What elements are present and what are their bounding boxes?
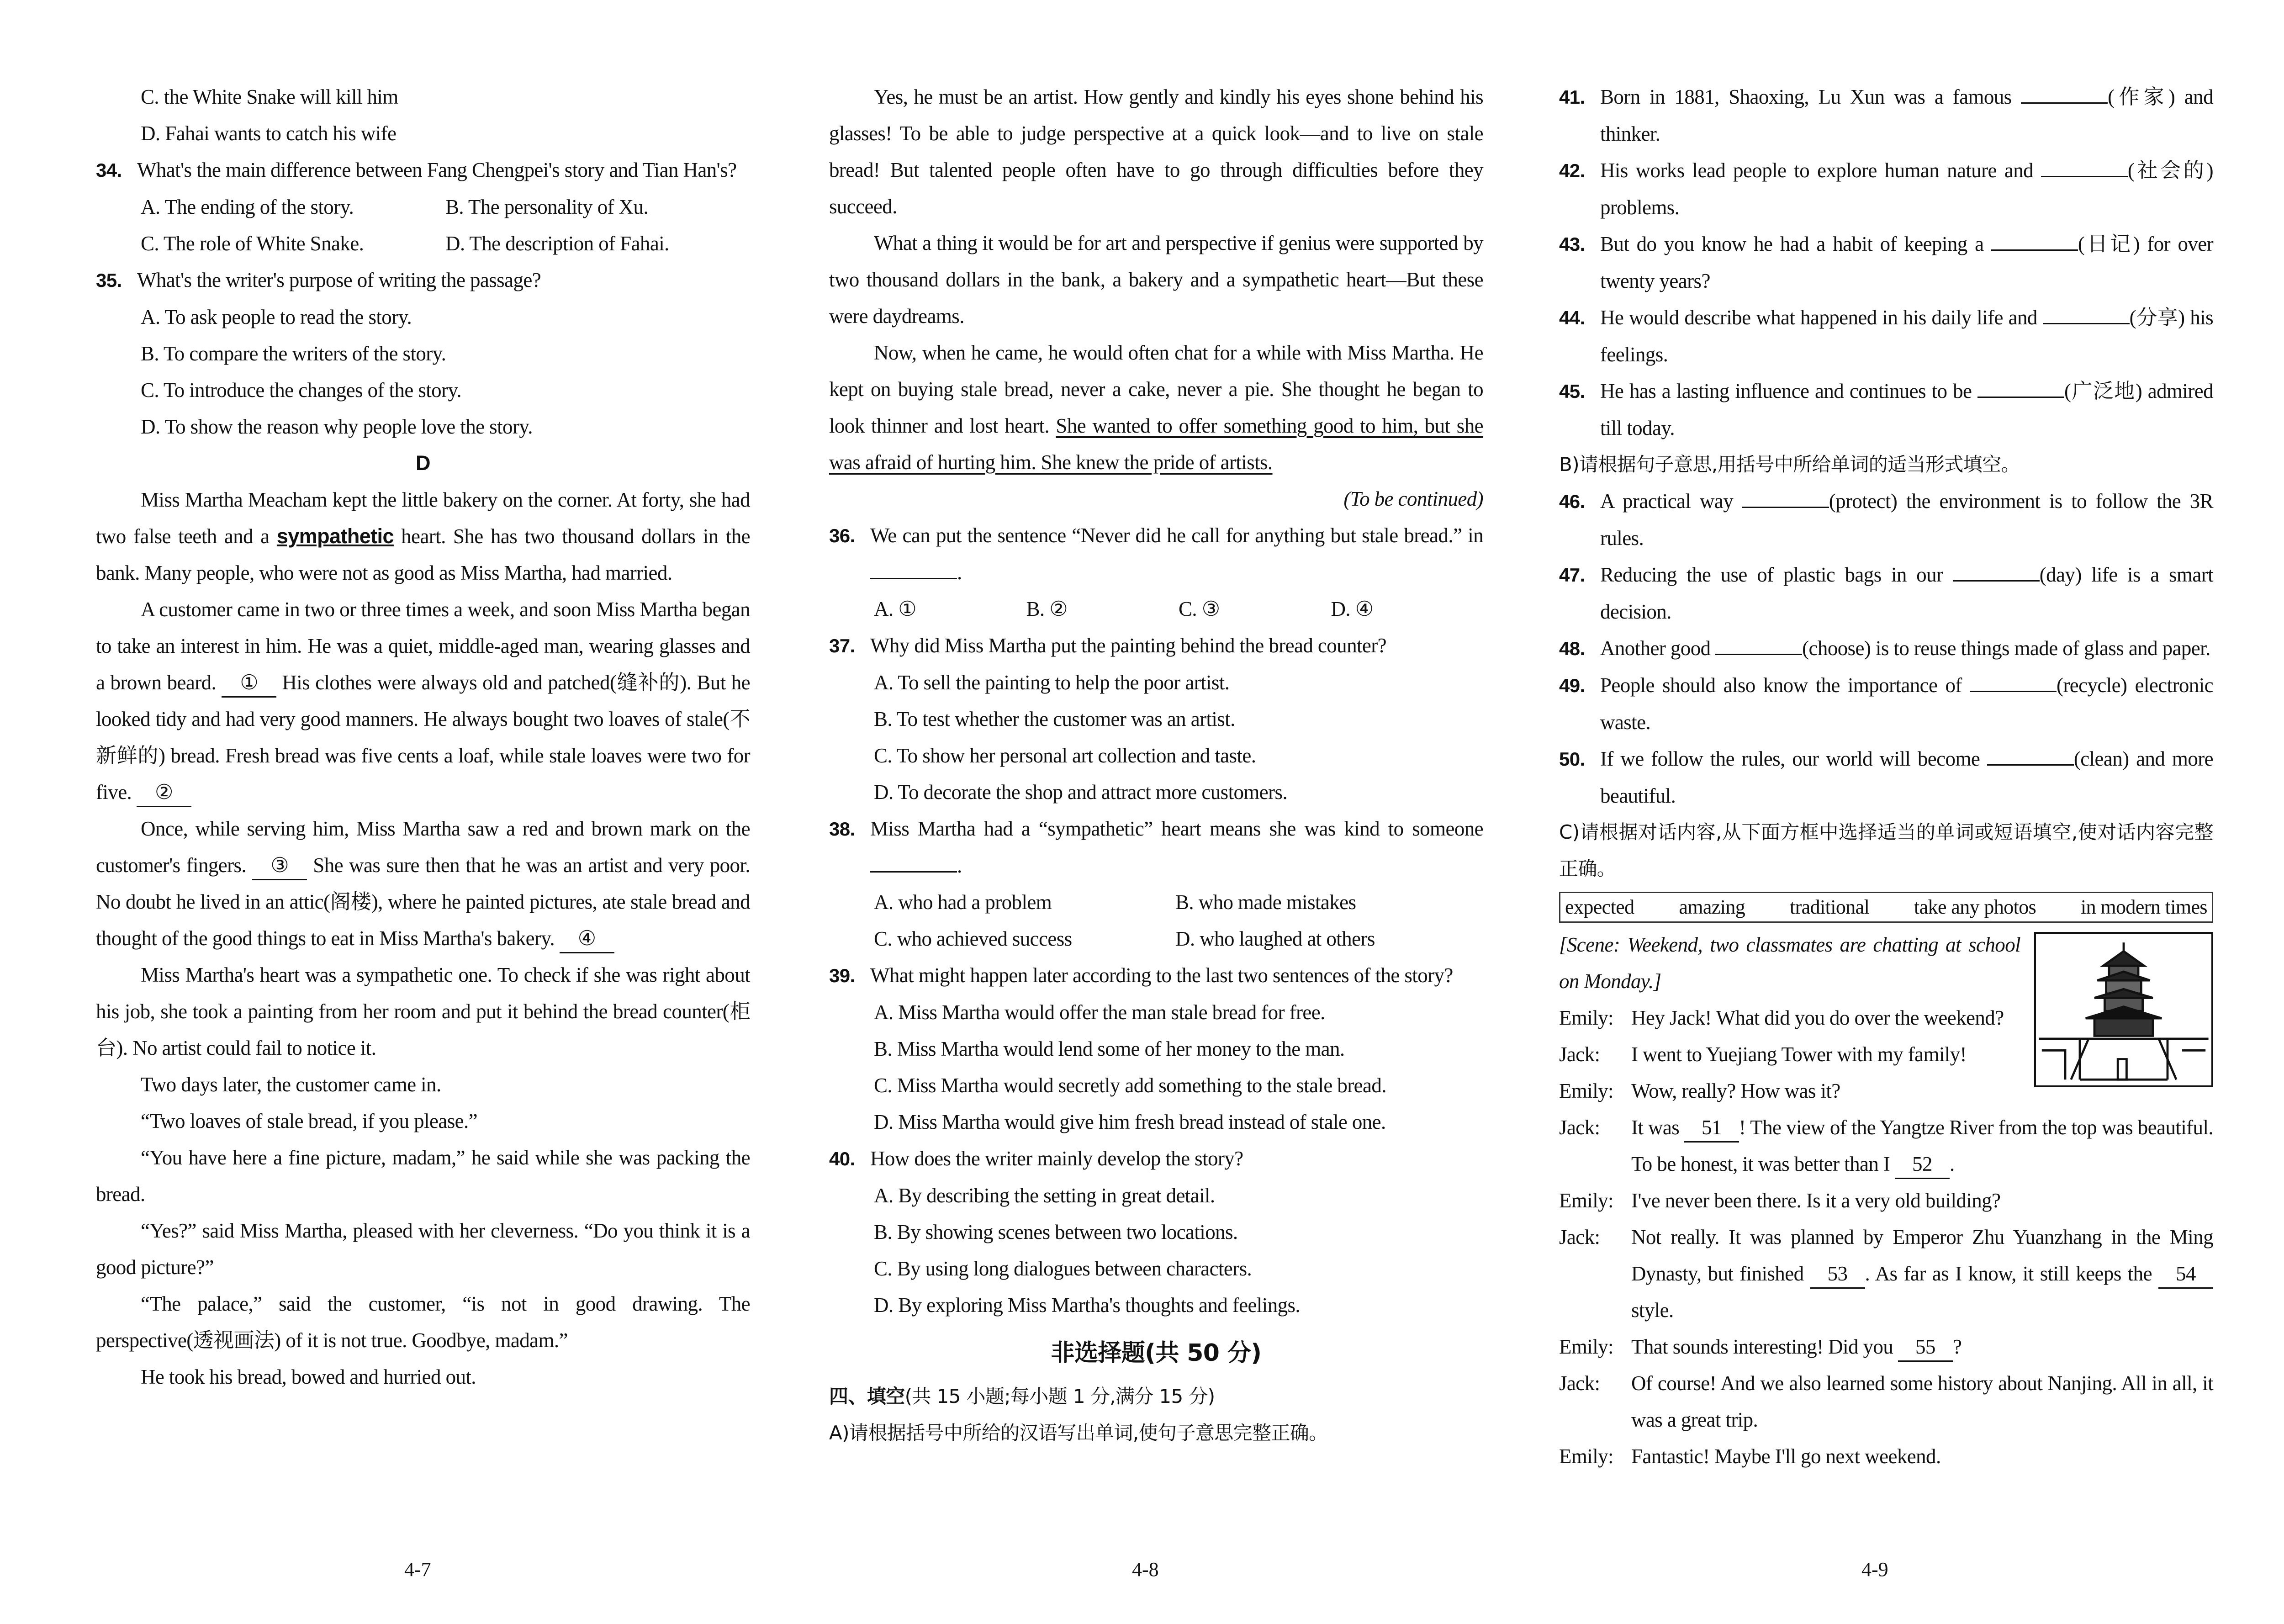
question [1559,79,2213,152]
speaker-label: Jack: [1559,1372,1600,1395]
answer-option: B. who made mistakes [1175,891,1356,914]
text-run: If we follow the rules, our world will become [1600,747,1987,770]
numbered-blank[interactable]: 55 [1898,1333,1953,1362]
text-run: We can put the sentence “Never did he call for anything but stale bread.” in [870,524,1483,547]
text-run: Wow, really? How was it? [1631,1079,1840,1102]
question-number: 48. [1559,638,1585,659]
speaker-label: Emily: [1559,1006,1613,1029]
question [1559,630,2213,667]
question [829,810,1483,884]
numbered-blank[interactable]: 54 [2158,1260,2213,1289]
instruction-text: (共 15 小题;每小题 1 分,满分 15 分) [904,1385,1215,1407]
question [1559,741,2213,814]
answer-option: B. Miss Martha would lend some of her money to the man. [874,1037,1345,1060]
answer-option-row [829,591,1483,627]
text-run: He has a lasting influence and continues to be [1600,380,1978,402]
answer-option-row [96,225,750,262]
dialogue-text [1631,1182,2213,1219]
question [1559,373,2213,446]
question-number: 41. [1559,86,1585,108]
answer-blank[interactable] [1970,668,2057,692]
numbered-blank[interactable]: ① [222,669,276,698]
answer-blank[interactable] [1987,741,2074,766]
passage-paragraph [829,334,1483,481]
answer-blank[interactable] [870,555,957,579]
answer-option-row [829,920,1483,957]
text-run: (choose) is to reuse things made of glass and paper. [1802,637,2210,660]
answer-option: C. who achieved success [874,927,1072,950]
to-be-continued-note: (To be continued) [1343,487,1483,510]
answer-blank[interactable] [2041,153,2128,177]
dialogue-text [1631,1036,2020,1073]
text-run: (分享) his feelings. [1600,306,2213,366]
word-bank-item: take any photos [1914,896,2036,918]
numbered-blank[interactable]: 51 [1684,1114,1739,1143]
text-run: I went to Yuejiang Tower with my family! [1631,1043,1967,1066]
text-run: He took his bread, bowed and hurried out. [141,1365,476,1388]
text-run: I've never been there. Is it a very old building? [1631,1189,2001,1212]
part-heading: 非选择题(共 50 分) [1051,1339,1262,1367]
word-bank-item: in modern times [2080,896,2207,918]
question [829,517,1483,591]
answer-option: C. Miss Martha would secretly add something to the stale bread. [874,1074,1386,1097]
question [1559,152,2213,226]
text-run: His clothes were always old and patched(缝补的). But he looked tidy and had very good manners. He always bought two loaves of stale(不新鲜的) bread. Fresh bread was five cents a loaf, while stale loaves were two for five. [96,671,750,804]
text-run: Hey Jack! What did you do over the weekend? [1631,1006,2004,1029]
answer-option: D. Fahai wants to catch his wife [141,122,397,145]
text-run: Now, when he came, he would often chat for a while with Miss Martha. He kept on buying stale bread, never a cake, never a pie. She thought he began to look thinner and lost heart. [829,341,1483,437]
question-number: 43. [1559,233,1585,255]
question [829,627,1483,664]
text-run: (recycle) electronic waste. [1600,674,2213,734]
answer-option: A. Miss Martha would offer the man stale bread for free. [874,1001,1325,1024]
question [96,262,750,299]
text-run: Why did Miss Martha put the painting behind the bread counter? [870,634,1387,657]
answer-blank[interactable] [1953,557,2040,582]
text-run: Miss Martha's heart was a sympathetic one. To check if she was right about his job, she took a painting from her room and put it behind the bread counter(柜台). No artist could fail to notice it. [96,963,750,1059]
dialogue-line [1559,1182,2213,1219]
answer-option: B. The personality of Xu. [445,196,649,218]
question [1559,556,2213,630]
text-run: . [957,854,962,877]
underlined-sentence: She wanted to offer something good to him, but she was afraid of hurting him. She knew the pride of artists. [829,414,1483,474]
word-bank-box [1559,892,2213,923]
dialogue-text [1631,1219,2213,1328]
dialogue-text [1631,1438,2213,1475]
text-run: ? [1952,1335,1962,1358]
numbered-blank[interactable]: ② [137,778,191,807]
answer-blank[interactable] [1742,484,1829,508]
text-run: Miss Martha had a “sympathetic” heart means she was kind to someone [870,817,1483,840]
question-number: 49. [1559,675,1585,696]
section-title: 四、填空 [829,1385,905,1407]
speaker-label: Jack: [1559,1116,1600,1139]
speaker-label: Jack: [1559,1043,1600,1066]
answer-blank[interactable] [1715,631,1802,655]
answer-option: B. By showing scenes between two locations. [874,1221,1238,1243]
answer-blank[interactable] [870,848,957,873]
text-run: . As far as I know, it still keeps the [1865,1262,2158,1285]
question [96,152,750,189]
text-run: . [957,561,962,584]
text-run: Of course! And we also learned some history about Nanjing. All in all, it was a great trip. [1631,1372,2213,1431]
column-left [96,79,750,1395]
answer-option: D. who laughed at others [1175,927,1375,950]
answer-option: A. The ending of the story. [141,196,354,218]
answer-option: A. To ask people to read the story. [141,306,412,328]
section-letter-heading: D [416,451,430,475]
text-run: How does the writer mainly develop the story? [870,1147,1243,1170]
text-run: (day) life is a smart decision. [1600,563,2213,623]
text-run: style. [1631,1299,1674,1322]
question-number: 45. [1559,381,1585,402]
answer-option: D. ④ [1331,598,1374,620]
answer-option: C. To introduce the changes of the story. [141,379,462,402]
text-run: Miss Martha Meacham kept the little bakery on the corner. At forty, she had two false teeth and a [96,488,750,548]
dialogue-text [1631,1109,2213,1182]
question-number: 38. [829,818,855,840]
answer-blank[interactable] [2021,79,2108,104]
text-run: His works lead people to explore human nature and [1600,159,2041,182]
dialogue-line [1559,1109,2213,1182]
answer-option-row [96,189,750,225]
section-instruction [829,1415,1483,1451]
text-run: A customer came in two or three times a week, and soon Miss Martha began to take an interest in him. He was a quiet, middle-aged man, wearing glasses and a brown beard. [96,598,750,694]
text-run: (作家) and thinker. [1600,85,2213,145]
text-run: (日记) for over twenty years? [1600,233,2213,292]
dialogue-line [1559,1036,2020,1073]
question-number: 50. [1559,748,1585,770]
instruction-text: B)请根据句子意思,用括号中所给单词的适当形式填空。 [1559,453,2020,476]
question [829,1140,1483,1177]
answer-option: D. By exploring Miss Martha's thoughts and feelings. [874,1294,1301,1317]
text-run: . [1949,1153,1955,1175]
text-run: (广泛地) admired till today. [1600,380,2213,439]
text-run: Not really. It was planned by Emperor Zhu Yuanzhang in the Ming Dynasty, but finished [1631,1226,2213,1285]
answer-option: B. To compare the writers of the story. [141,342,446,365]
question [1559,299,2213,373]
answer-option: C. By using long dialogues between characters. [874,1257,1252,1280]
question-number: 39. [829,965,855,986]
text-run: “The palace,” said the customer, “is not in good drawing. The perspective(透视画法) of it is not true. Goodbye, madam.” [96,1292,750,1352]
text-run: “Yes?” said Miss Martha, pleased with her cleverness. “Do you think it is a good picture?” [96,1219,750,1279]
dialogue-line [1559,1000,2020,1036]
word-bank-item: traditional [1789,896,1870,918]
answer-option: D. The description of Fahai. [445,232,669,255]
page-number-right: 4-9 [1861,1558,1888,1581]
page-number-middle: 4-8 [1132,1558,1159,1581]
speaker-label: Emily: [1559,1079,1613,1102]
speaker-label: Emily: [1559,1445,1613,1468]
text-run: Fantastic! Maybe I'll go next weekend. [1631,1445,1941,1468]
text-run: (clean) and more beautiful. [1600,747,2213,807]
question [1559,667,2213,741]
text-run: heart. She has two thousand dollars in the bank. Many people, who were not as good as Miss Martha, had married. [96,525,750,584]
text-run: What's the main difference between Fang Chengpei's story and Tian Han's? [137,159,737,181]
answer-option: D. To show the reason why people love the story. [141,415,533,438]
dialogue-text [1631,1073,2020,1109]
text-run: Another good [1600,637,1716,660]
answer-option: C. To show her personal art collection and taste. [874,744,1256,767]
passage-paragraph [96,481,750,591]
text-run: Yes, he must be an artist. How gently and kindly his eyes shone behind his glasses! To be able to judge perspective at a quick look—and to live on stale bread! But talented people often have to go through difficulties before they succeed. [829,85,1483,218]
highlighted-word: sympathetic [276,524,394,548]
answer-option: C. the White Snake will kill him [141,85,398,108]
passage-paragraph [829,79,1483,225]
text-run: (protect) the environment is to follow the 3R rules. [1600,490,2213,550]
dialogue-text [1631,1000,2020,1036]
answer-option: A. By describing the setting in great detail. [874,1184,1215,1207]
numbered-blank[interactable]: ④ [560,925,614,953]
passage-paragraph [96,1066,750,1103]
passage-paragraph [96,957,750,1066]
text-run: She was sure then that he was an artist and very poor. No doubt he lived in an attic(阁楼), where he painted pictures, ate stale bread and thought of the good things to eat in Miss Martha's bakery. [96,854,751,950]
instruction-text: A)请根据括号中所给的汉语写出单词,使句子意思完整正确。 [829,1422,1328,1444]
text-run: What's the writer's purpose of writing the passage? [137,269,541,291]
answer-option: D. Miss Martha would give him fresh bread instead of stale one. [874,1111,1386,1133]
text-run: A practical way [1600,490,1742,513]
question-number: 47. [1559,564,1585,586]
question [829,957,1483,994]
section-instruction [1559,814,2213,887]
answer-option: C. The role of White Snake. [141,232,364,255]
text-run: It was [1631,1116,1684,1139]
answer-blank[interactable] [1977,374,2064,398]
text-run: He would describe what happened in his daily life and [1600,306,2043,329]
passage-paragraph [96,1103,750,1139]
dialogue-line [1559,1438,2213,1475]
question-number: 44. [1559,307,1585,328]
text-run: People should also know the importance of [1600,674,1970,697]
text-run: [Scene: Weekend, two classmates are chatting at school on Monday.] [1559,933,2020,993]
question-number: 42. [1559,160,1585,181]
column-middle [829,79,1483,1451]
question-number: 37. [829,635,855,656]
text-run: Once, while serving him, Miss Martha saw a red and brown mark on the customer's fingers. [96,817,750,877]
question-number: 35. [96,270,122,291]
instruction-text: C)请根据对话内容,从下面方框中选择适当的单词或短语填空,使对话内容完整正确。 [1559,821,2213,880]
answer-option: B. To test whether the customer was an artist. [874,708,1235,730]
column-right [1559,79,2213,1475]
dialogue-text [1631,1328,2213,1365]
question [1559,226,2213,299]
answer-option: A. who had a problem [874,891,1052,914]
text-run: Two days later, the customer came in. [141,1073,441,1096]
numbered-blank[interactable]: 52 [1895,1150,1950,1179]
passage-paragraph [96,1359,750,1395]
question-number: 34. [96,159,122,181]
text-run: But do you know he had a habit of keeping a [1600,233,1991,255]
yuejiang-tower-illustration [2034,932,2213,1087]
passage-paragraph [96,1139,750,1212]
question-number: 40. [829,1148,855,1169]
text-run: Reducing the use of plastic bags in our [1600,563,1953,586]
answer-option: A. ① [874,598,916,620]
question-number: 36. [829,525,855,546]
text-run: “Two loaves of stale bread, if you please.” [141,1110,478,1132]
word-bank-item: amazing [1679,896,1745,918]
dialogue-line [1559,1328,2213,1365]
answer-blank[interactable] [2043,300,2130,324]
numbered-blank[interactable]: ③ [252,852,307,880]
answer-blank[interactable] [1991,227,2078,251]
section-instruction [1559,446,2213,483]
answer-option: D. To decorate the shop and attract more customers. [874,781,1288,804]
text-run: “You have here a fine picture, madam,” he said while she was packing the bread. [96,1146,750,1206]
text-run: That sounds interesting! Did you [1631,1335,1898,1358]
dialogue-line [1559,1073,2020,1109]
passage-paragraph [96,591,750,810]
dialogue-text [1631,1365,2213,1438]
text-run: (社会的) problems. [1600,159,2213,219]
passage-paragraph [829,225,1483,334]
question [1559,483,2213,556]
speaker-label: Emily: [1559,1189,1613,1212]
answer-option: B. ② [1026,598,1068,620]
dialogue-line [1559,1365,2213,1438]
section-instruction [829,1378,1483,1415]
text-run: Born in 1881, Shaoxing, Lu Xun was a famous [1600,85,2021,108]
speaker-label: Jack: [1559,1226,1600,1248]
answer-option: A. To sell the painting to help the poor artist. [874,671,1230,694]
question-number: 46. [1559,491,1585,512]
text-run: ! The view of the Yangtze River from the top was beautiful. To be honest, it was better than I [1631,1116,2213,1175]
page-number-left: 4-7 [404,1558,431,1581]
passage-paragraph [96,1285,750,1359]
answer-option-row [829,884,1483,920]
text-run: What might happen later according to the last two sentences of the story? [870,964,1453,987]
text-run: What a thing it would be for art and perspective if genius were supported by two thousand dollars in the bank, a bakery and a sympathetic heart—But these were daydreams. [829,232,1483,328]
numbered-blank[interactable]: 53 [1810,1260,1865,1289]
dialogue-line [1559,1219,2213,1328]
passage-paragraph [96,810,750,957]
passage-paragraph [96,1212,750,1285]
answer-option: C. ③ [1179,598,1220,620]
speaker-label: Emily: [1559,1335,1613,1358]
word-bank-item: expected [1565,896,1634,918]
